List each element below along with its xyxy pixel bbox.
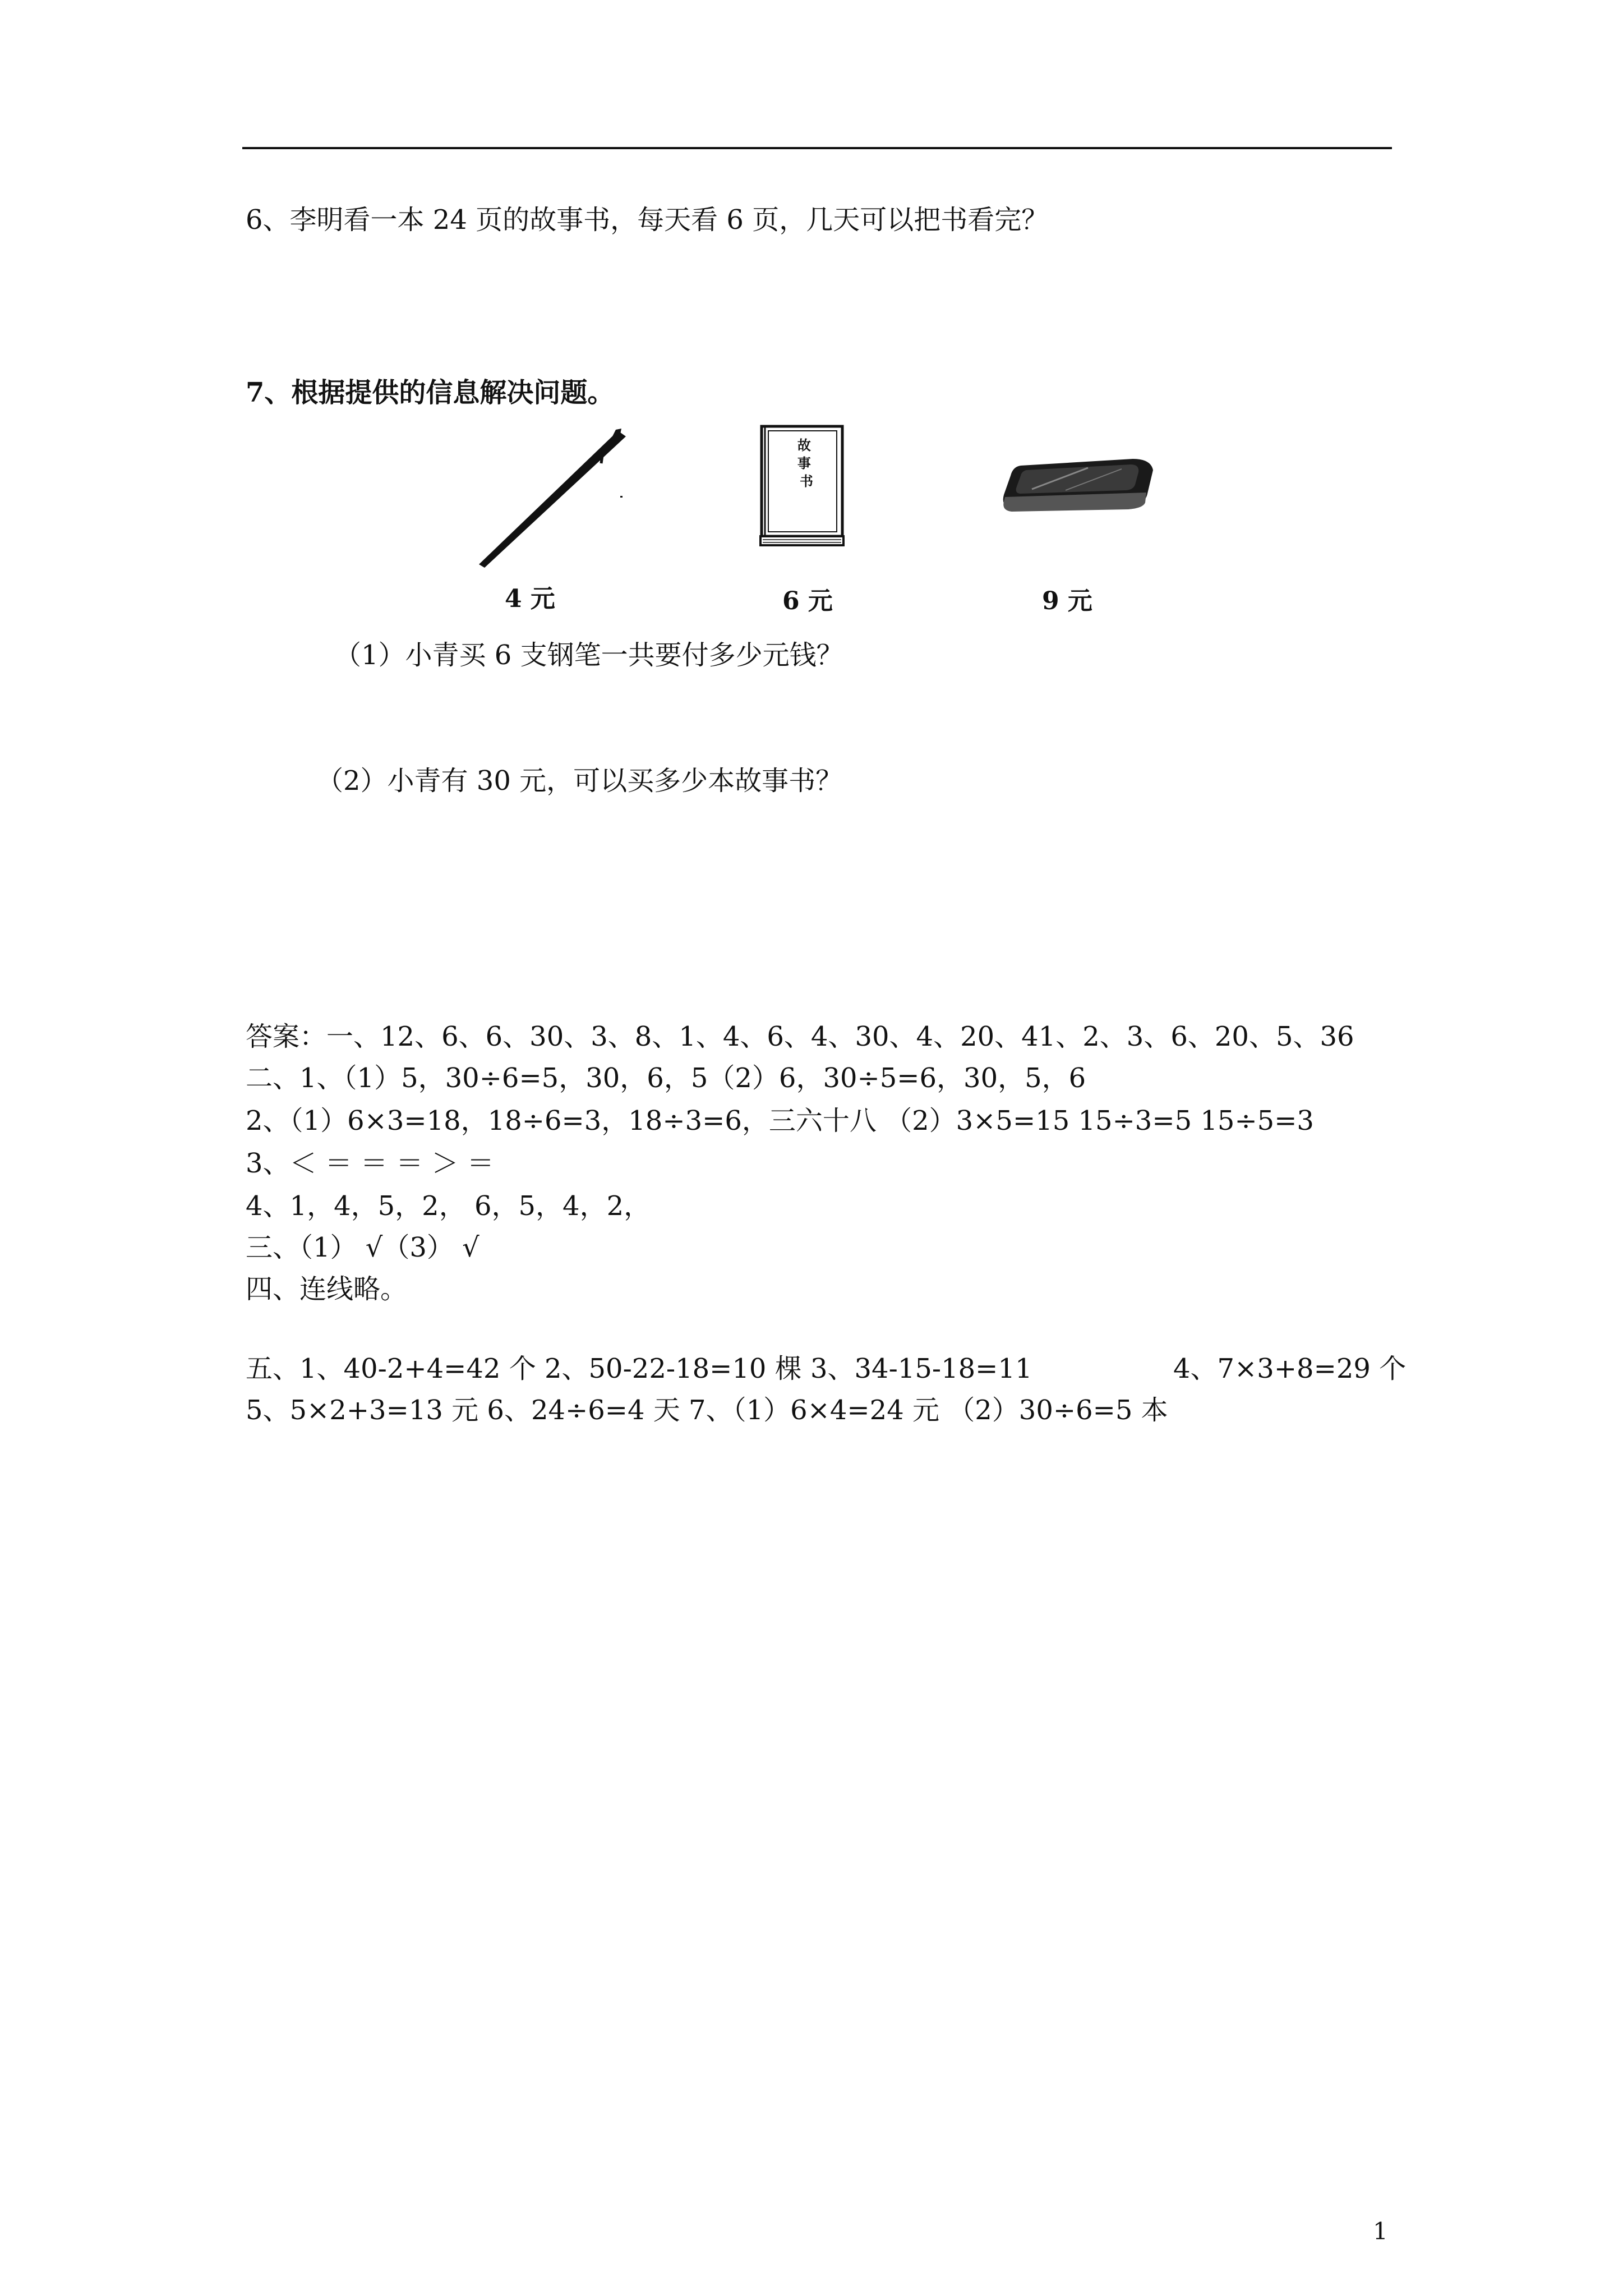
answer-line-8a: 五、1、40-2+4=42 个 2、50-22-18=10 棵 3、34-15-18=11 (246, 1353, 1032, 1384)
question-7-title: 7、根据提供的信息解决问题。 (246, 377, 615, 408)
storybook-icon (757, 424, 847, 549)
answer-line-3: 2、（1）6×3=18，18÷6=3，18÷3=6，三六十八 （2）3×5=15 15÷3=5 15÷5=3 (246, 1105, 1314, 1137)
pencil-case-price: 9 元 (1042, 587, 1092, 615)
header-rule (242, 147, 1392, 149)
page-number: 1 (1373, 2217, 1388, 2245)
answer-line-9: 5、5×2+3=13 元 6、24÷6=4 天 7、（1）6×4=24 元 （2）30÷6=5 本 (246, 1395, 1168, 1426)
storybook-cover-text: 故 事 书 (797, 438, 813, 489)
question-6: 6、李明看一本 24 页的故事书，每天看 6 页，几天可以把书看完？ (246, 204, 1049, 236)
answer-line-4: 3、＜ ＝ ＝ ＝ ＞ ＝ (246, 1148, 494, 1179)
answer-line-8b: 4、7×3+8=29 个 (1173, 1353, 1407, 1384)
answer-line-7: 四、连线略。 (246, 1273, 408, 1305)
question-7-1: （1）小青买 6 支钢笔一共要付多少元钱？ (334, 639, 843, 671)
pen-price: 4 元 (505, 585, 555, 613)
answer-line-2: 二、1、（1）5，30÷6=5，30，6，5（2）6，30÷5=6，30，5，6 (246, 1062, 1086, 1094)
pencil-case-icon (998, 453, 1161, 515)
answer-line-5: 4、1，4，5，2， 6，5，4，2， (246, 1190, 651, 1222)
answer-line-1: 答案：一、12、6、6、30、3、8、1、4、6、4、30、4、20、41、2、3、6、20、5、36 (246, 1021, 1354, 1052)
storybook-price: 6 元 (782, 587, 833, 615)
question-7-2: （2）小青有 30 元，可以买多少本故事书？ (316, 765, 843, 797)
answer-line-6: 三、（1） √（3） √ (246, 1232, 479, 1263)
pen-icon (471, 426, 634, 572)
